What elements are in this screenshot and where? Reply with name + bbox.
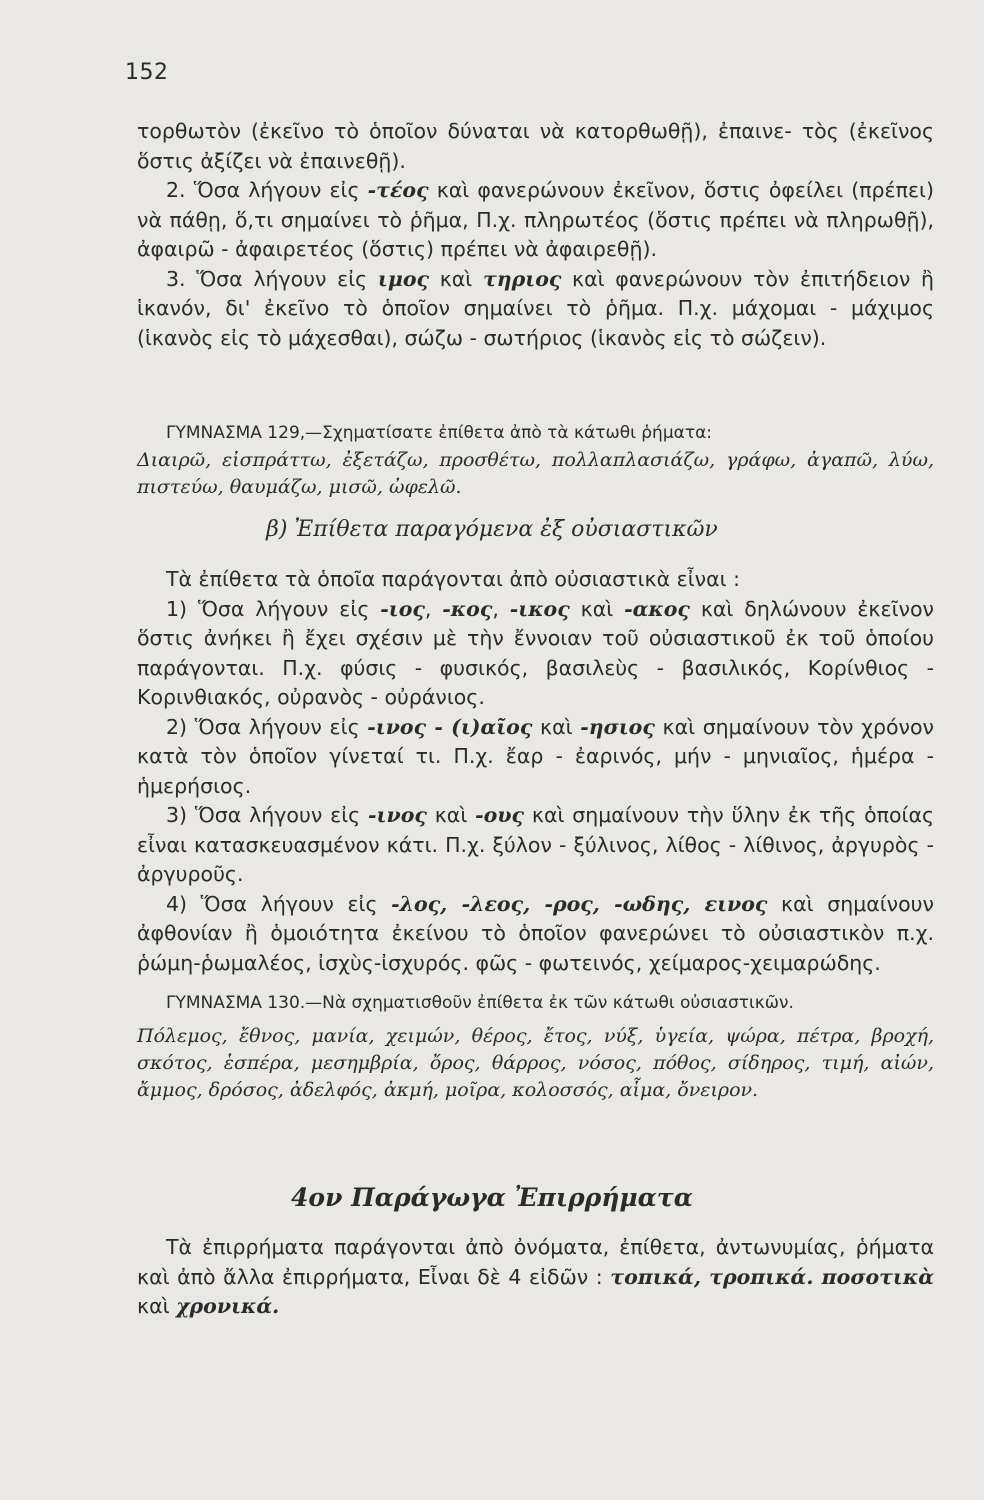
suffix: τηριος [482, 266, 562, 291]
section-title: β) Ἐπίθετα παραγόμενα ἐξ οὐσιαστικῶν [266, 517, 718, 542]
text: καὶ σημαίνουν τὴν ὕλην ἐκ τῆς ὁποίας εἶναι κατασκευασμένον κάτι. Π.χ. ξύλον - ξύλινος, λίθος - λίθινος, ἀργυρὸς - ἀργυροῦς. [137, 803, 934, 886]
separator: , [492, 596, 510, 621]
list-item-4 [137, 890, 934, 979]
text: 1) Ὅσα λήγουν εἰς [166, 596, 381, 621]
exercise-heading: ΓΥΜΝΑΣΜΑ 130.—Νὰ σχηματισθοῦν ἐπίθετα ἐκ τῶν κάτωθι οὐσιαστικῶν. [166, 993, 794, 1013]
text-block-1 [137, 117, 934, 353]
separator: καὶ [569, 596, 625, 621]
line: τορθωτὸν (ἐκεῖνο τὸ ὁποῖον δύναται νὰ κατορθωθῇ), ἐπαινε- [137, 119, 792, 143]
paragraph-continued [137, 117, 934, 176]
text: 2. Ὅσα λήγουν εἰς [166, 178, 368, 202]
exercise-body: Διαιρῶ, εἰσπράττω, ἐξετάζω, προσθέτω, πολλαπλασιάζω, γράφω, ἀγαπῶ, λύω, πιστεύω, θαυμάζω, μισῶ, ὠφελῶ. [137, 449, 934, 498]
exercise-body: Πόλεμος, ἔθνος, μανία, χειμών, θέρος, ἔτος, νύξ, ὑγεία, ψώρα, πέτρα, βροχή, σκότος, ἑσπέρα, μεσημβρία, ὄρος, θάρρος, νόσος, πόθος, σίδηρος, τιμή, αἰών, ἄμμος, δρόσος, ἀδελφός, ἀκμή, μοῖρα, κολοσσός, αἷμα, ὄνειρον. [137, 1025, 934, 1101]
suffix: -ακος [624, 596, 690, 621]
suffix: -λος, -λεος, -ρος, -ωδης, εινος [391, 891, 768, 916]
suffix: -ιος [380, 596, 425, 621]
text: Τὰ ἐπιρρήματα παράγονται ἀπὸ ὀνόματα, ἐπίθετα, ἀντωνυμίας, ῥήματα καὶ ἀπὸ ἄλλα ἐπιρρήματα, Εἶναι δὲ 4 εἰδῶν : [137, 1235, 934, 1289]
line: τὸς (ἐκεῖνος ὅστις ἀξίζει νὰ ἐπαινεθῇ). [137, 119, 934, 173]
list-item-3 [137, 801, 934, 890]
text: καὶ σημαίνουν ἀφθονίαν ἢ ὁμοιότητα ἐκείνου τὸ ὁποῖον φανερώνει τὸ οὐσιαστικὸν π.χ. ῥώμη-ῥωμαλέος, ἰσχὺς-ἰσχυρός. φῶς - φωτεινός, χείμαρος-χειμαρώδης. [137, 891, 934, 975]
suffix: ιμος [377, 266, 429, 291]
text: 4) Ὅσα λήγουν εἰς [166, 891, 392, 916]
suffix: -τέος [367, 178, 429, 202]
text: καὶ φανερώνουν ἐκεῖνον, ὅστις ὀφείλει (πρέπει) νὰ πάθῃ, ὅ,τι σημαίνει τὸ ῥῆμα, Π.χ. πληρωτέος (ὅστις πρέπει νὰ πληρωθῇ), ἀφαιρῶ - ἀφαιρετέος (ὅστις) πρέπει νὰ ἀφαιρεθῇ). [137, 178, 934, 261]
intro-line: Τὰ ἐπίθετα τὰ ὁποῖα παράγονται ἀπὸ οὐσιαστικὰ εἶναι : [166, 567, 740, 591]
separator: καὶ [426, 803, 476, 827]
text: καὶ φανερώνουν τὸν ἐπιτήδειον ἢ ἱκανόν, δι' ἐκεῖνο τὸ ὁποῖον σημαίνει τὸ ῥῆμα. Π.χ. μάχομαι - μάχιμος (ἱκανὸς εἰς τὸ μάχεσθαι), σώζω - σωτήριος (ἱκανὸς εἰς τὸ σώζειν). [137, 266, 934, 350]
paragraph-adverbs [137, 1233, 934, 1322]
text: καὶ [137, 1294, 177, 1318]
chapter-title: 4ον Παράγωγα Ἐπιρρήματα [291, 1183, 693, 1212]
suffix: -ους [475, 803, 524, 827]
suffix: -ικος [509, 596, 570, 621]
text-block-2 [137, 565, 934, 978]
page-number: 152 [125, 60, 169, 85]
text: καὶ σημαίνουν τὸν χρόνον κατὰ τὸν ὁποῖον γίνεταί τι. Π.χ. ἔαρ - ἐαρινός, μήν - μηνιαῖος, ἡμέρα - ἡμερήσιος. [137, 714, 934, 798]
adverb-type-last: χρονικά. [176, 1294, 280, 1318]
text: 3. Ὅσα λήγουν εἰς [166, 266, 378, 291]
suffix: -ησιος [580, 714, 655, 739]
separator: καὶ [532, 714, 581, 739]
separator: , [424, 596, 443, 621]
text: 3) Ὅσα λήγουν εἰς [166, 803, 369, 827]
text-block-3 [137, 1233, 934, 1322]
exercise-130 [137, 990, 934, 1104]
adverb-types: τοπικά, τροπικά. ποσοτικὰ [610, 1264, 934, 1289]
paragraph-item-3 [137, 265, 934, 354]
exercise-heading: ΓΥΜΝΑΣΜΑ 129,—Σχηματίσατε ἐπίθετα ἀπὸ τὰ κάτωθι ῥήματα: [166, 423, 713, 443]
suffix: -κος [442, 596, 493, 621]
suffix: -ινος [368, 803, 427, 827]
list-item-2 [137, 713, 934, 802]
suffix: -ινος - (ι)αῖος [367, 714, 533, 739]
list-item-1 [137, 595, 934, 713]
text: 2) Ὅσα λήγουν εἰς [166, 714, 368, 739]
paragraph-item-2 [137, 176, 934, 265]
text: καὶ [429, 266, 483, 291]
text: καὶ δηλώνουν ἐκεῖνον ὅστις ἀνήκει ἢ ἔχει σχέσιν μὲ τὴν ἔννοιαν τοῦ οὐσιαστικοῦ ἐκ τοῦ ὁποίου παράγονται. Π.χ. φύσις - φυσικός, βασιλεὺς - βασιλικός, Κορίνθιος - Κορινθιακός, οὐρανὸς - οὐράνιος. [137, 596, 934, 709]
exercise-129 [137, 420, 934, 501]
